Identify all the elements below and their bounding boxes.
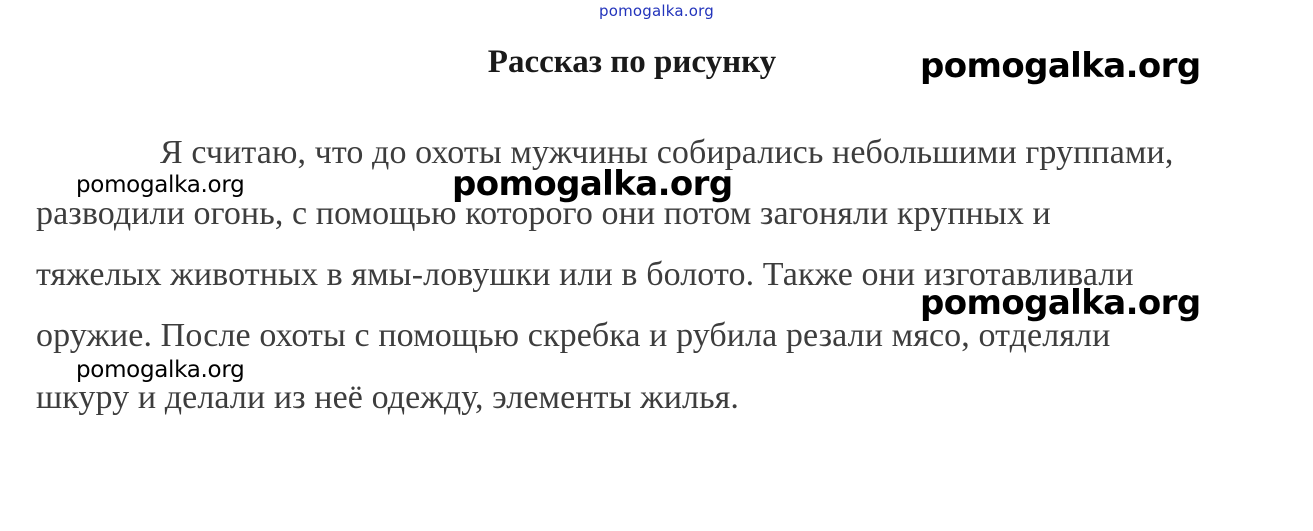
watermark: pomogalka.org [920, 283, 1201, 323]
watermark: pomogalka.org [76, 172, 245, 198]
paragraph-line-1: Я считаю, что до охоты мужчины собирались небольшими группами, [160, 134, 1174, 171]
paragraph-line-5: шкуру и делали из неё одежду, элементы жилья. [36, 379, 740, 416]
paragraph-line-3: тяжелых животных в ямы-ловушки или в болото. Также они изготавливали [36, 256, 1134, 293]
page-title: Рассказ по рисунку [487, 44, 777, 80]
watermark: pomogalka.org [452, 164, 733, 204]
watermark: pomogalka.org [76, 357, 245, 383]
watermark: pomogalka.org [920, 46, 1201, 86]
site-link[interactable]: pomogalka.org [599, 2, 714, 20]
paragraph-line-4: оружие. После охоты с помощью скребка и рубила резали мясо, отделяли [36, 317, 1111, 354]
paragraph-line-2: разводили огонь, с помощью которого они потом загоняли крупных и [36, 195, 1051, 232]
